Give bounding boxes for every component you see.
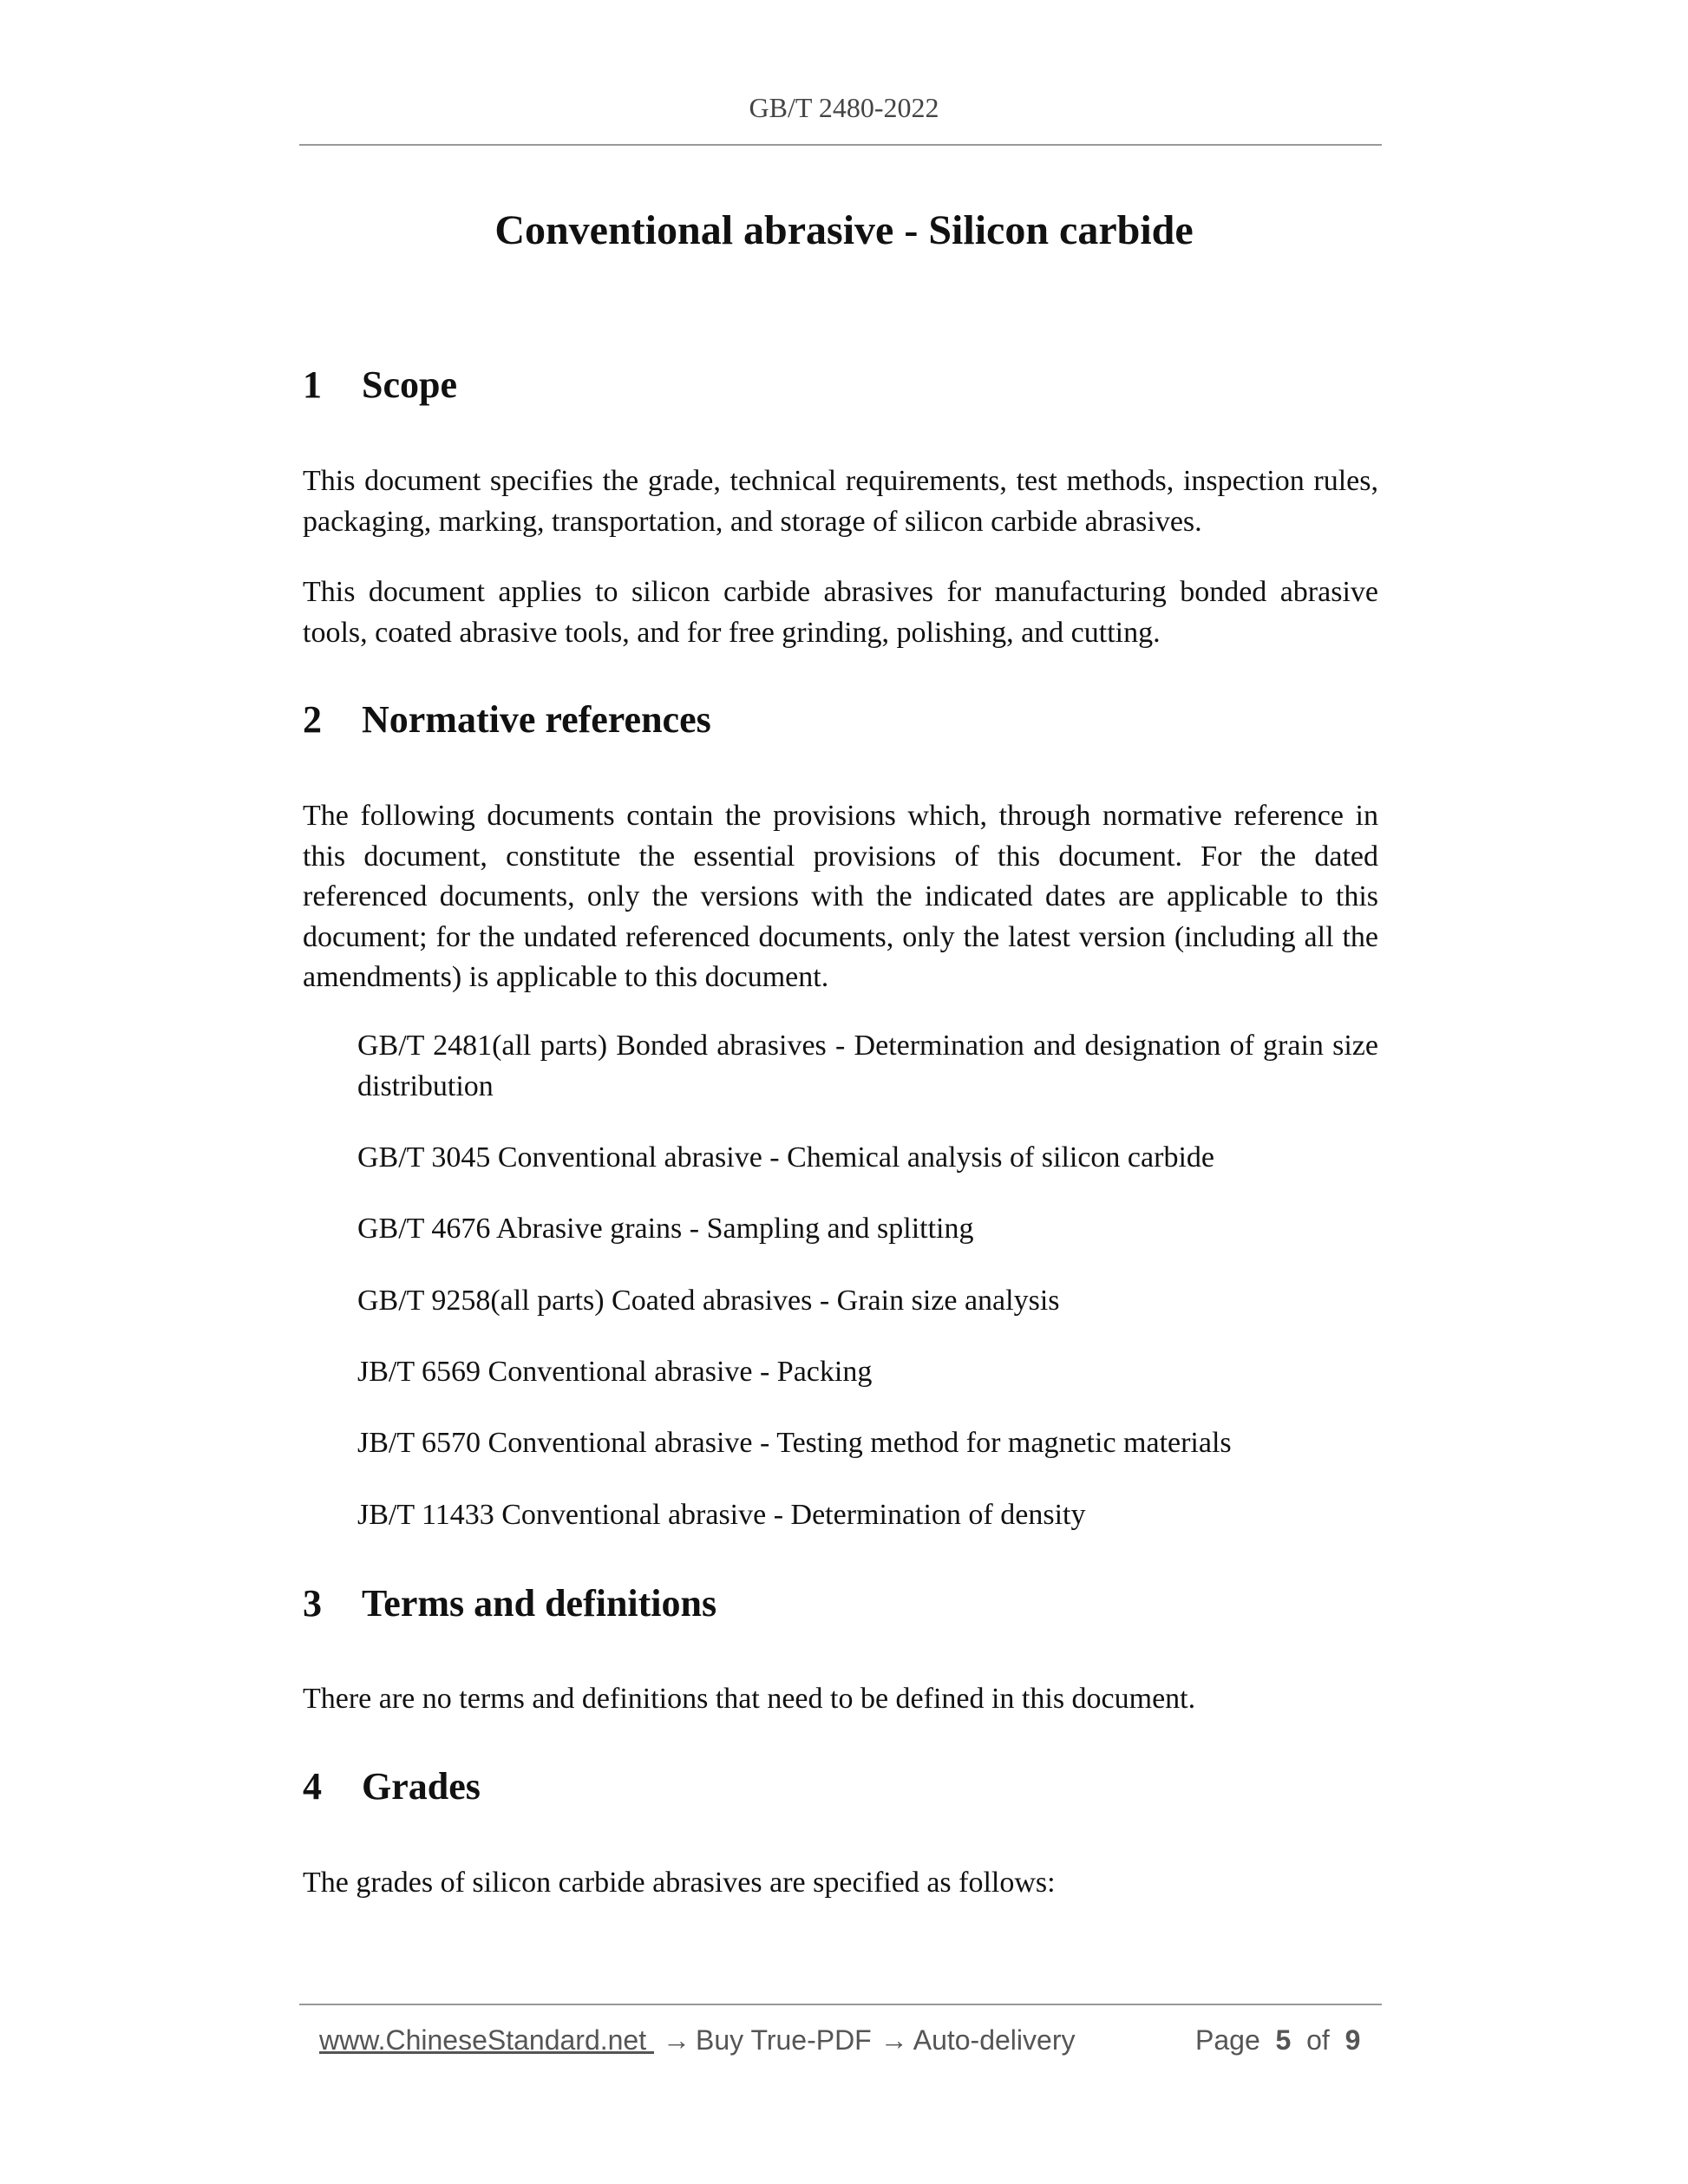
section-title: Grades: [362, 1765, 481, 1808]
total-page-number: 9: [1345, 2024, 1361, 2056]
auto-delivery-text: Auto-delivery: [913, 2024, 1076, 2056]
section-number: 1: [303, 363, 322, 406]
reference-item: JB/T 11433 Conventional abrasive - Determination of density: [357, 1499, 1086, 1531]
arrow-right-icon: →: [663, 2024, 690, 2056]
page-of-label: of: [1306, 2024, 1330, 2056]
section-heading-grades: [303, 1764, 481, 1808]
section-title: Terms and definitions: [362, 1582, 717, 1625]
buy-true-pdf-text: Buy True-PDF: [696, 2024, 872, 2056]
current-page-number: 5: [1275, 2024, 1292, 2056]
reference-item: GB/T 9258(all parts) Coated abrasives - Grain size analysis: [357, 1285, 1060, 1317]
page-footer: [319, 2024, 1360, 2066]
section-heading-normative-references: [303, 697, 711, 742]
reference-item: JB/T 6570 Conventional abrasive - Testing method for magnetic materials: [357, 1427, 1232, 1459]
arrow-right-icon: →: [880, 2024, 908, 2056]
grades-paragraph: The grades of silicon carbide abrasives are specified as follows:: [303, 1867, 1056, 1899]
section-number: 4: [303, 1765, 322, 1808]
scope-paragraph-2: This document applies to silicon carbide abrasives for manufacturing bonded abrasive tools, coated abrasive tools, and for free grinding, polishing, and cutting.: [303, 576, 1378, 649]
section-number: 2: [303, 698, 322, 741]
section-number: 3: [303, 1582, 322, 1625]
section-title: Normative references: [362, 698, 711, 741]
reference-item: GB/T 2481(all parts) Bonded abrasives - Determination and designation of grain size distribution: [357, 1030, 1378, 1102]
section-heading-scope: [303, 363, 457, 407]
section-title: Scope: [362, 363, 457, 406]
scope-paragraph-1: This document specifies the grade, technical requirements, test methods, inspection rules, packaging, marking, transportation, and storage of silicon carbide abrasives.: [303, 465, 1378, 538]
terms-paragraph: There are no terms and definitions that need to be defined in this document.: [303, 1683, 1196, 1715]
document-code-header: GB/T 2480-2022: [749, 92, 939, 123]
reference-item: JB/T 6569 Conventional abrasive - Packing: [357, 1356, 873, 1388]
chinesestandard-link[interactable]: www.ChineseStandard.net: [319, 2024, 654, 2056]
footer-divider: [299, 2004, 1382, 2005]
page-label: Page: [1195, 2024, 1260, 2056]
reference-item: GB/T 3045 Conventional abrasive - Chemical analysis of silicon carbide: [357, 1141, 1214, 1174]
reference-item: GB/T 4676 Abrasive grains - Sampling and splitting: [357, 1213, 974, 1245]
section-heading-terms-and-definitions: [303, 1581, 716, 1625]
normative-intro-paragraph: The following documents contain the provisions which, through normative reference in this document, constitute the essential provisions of this document. For the dated referenced documents, only the versions with the indicated dates are applicable to this document; for the undated referenced documents, only the latest version (including all the amendments) is applicable to this document.: [303, 800, 1378, 993]
page-indicator: [1195, 2024, 1360, 2056]
header-divider: [299, 144, 1382, 146]
document-title: Conventional abrasive - Silicon carbide: [494, 207, 1194, 253]
